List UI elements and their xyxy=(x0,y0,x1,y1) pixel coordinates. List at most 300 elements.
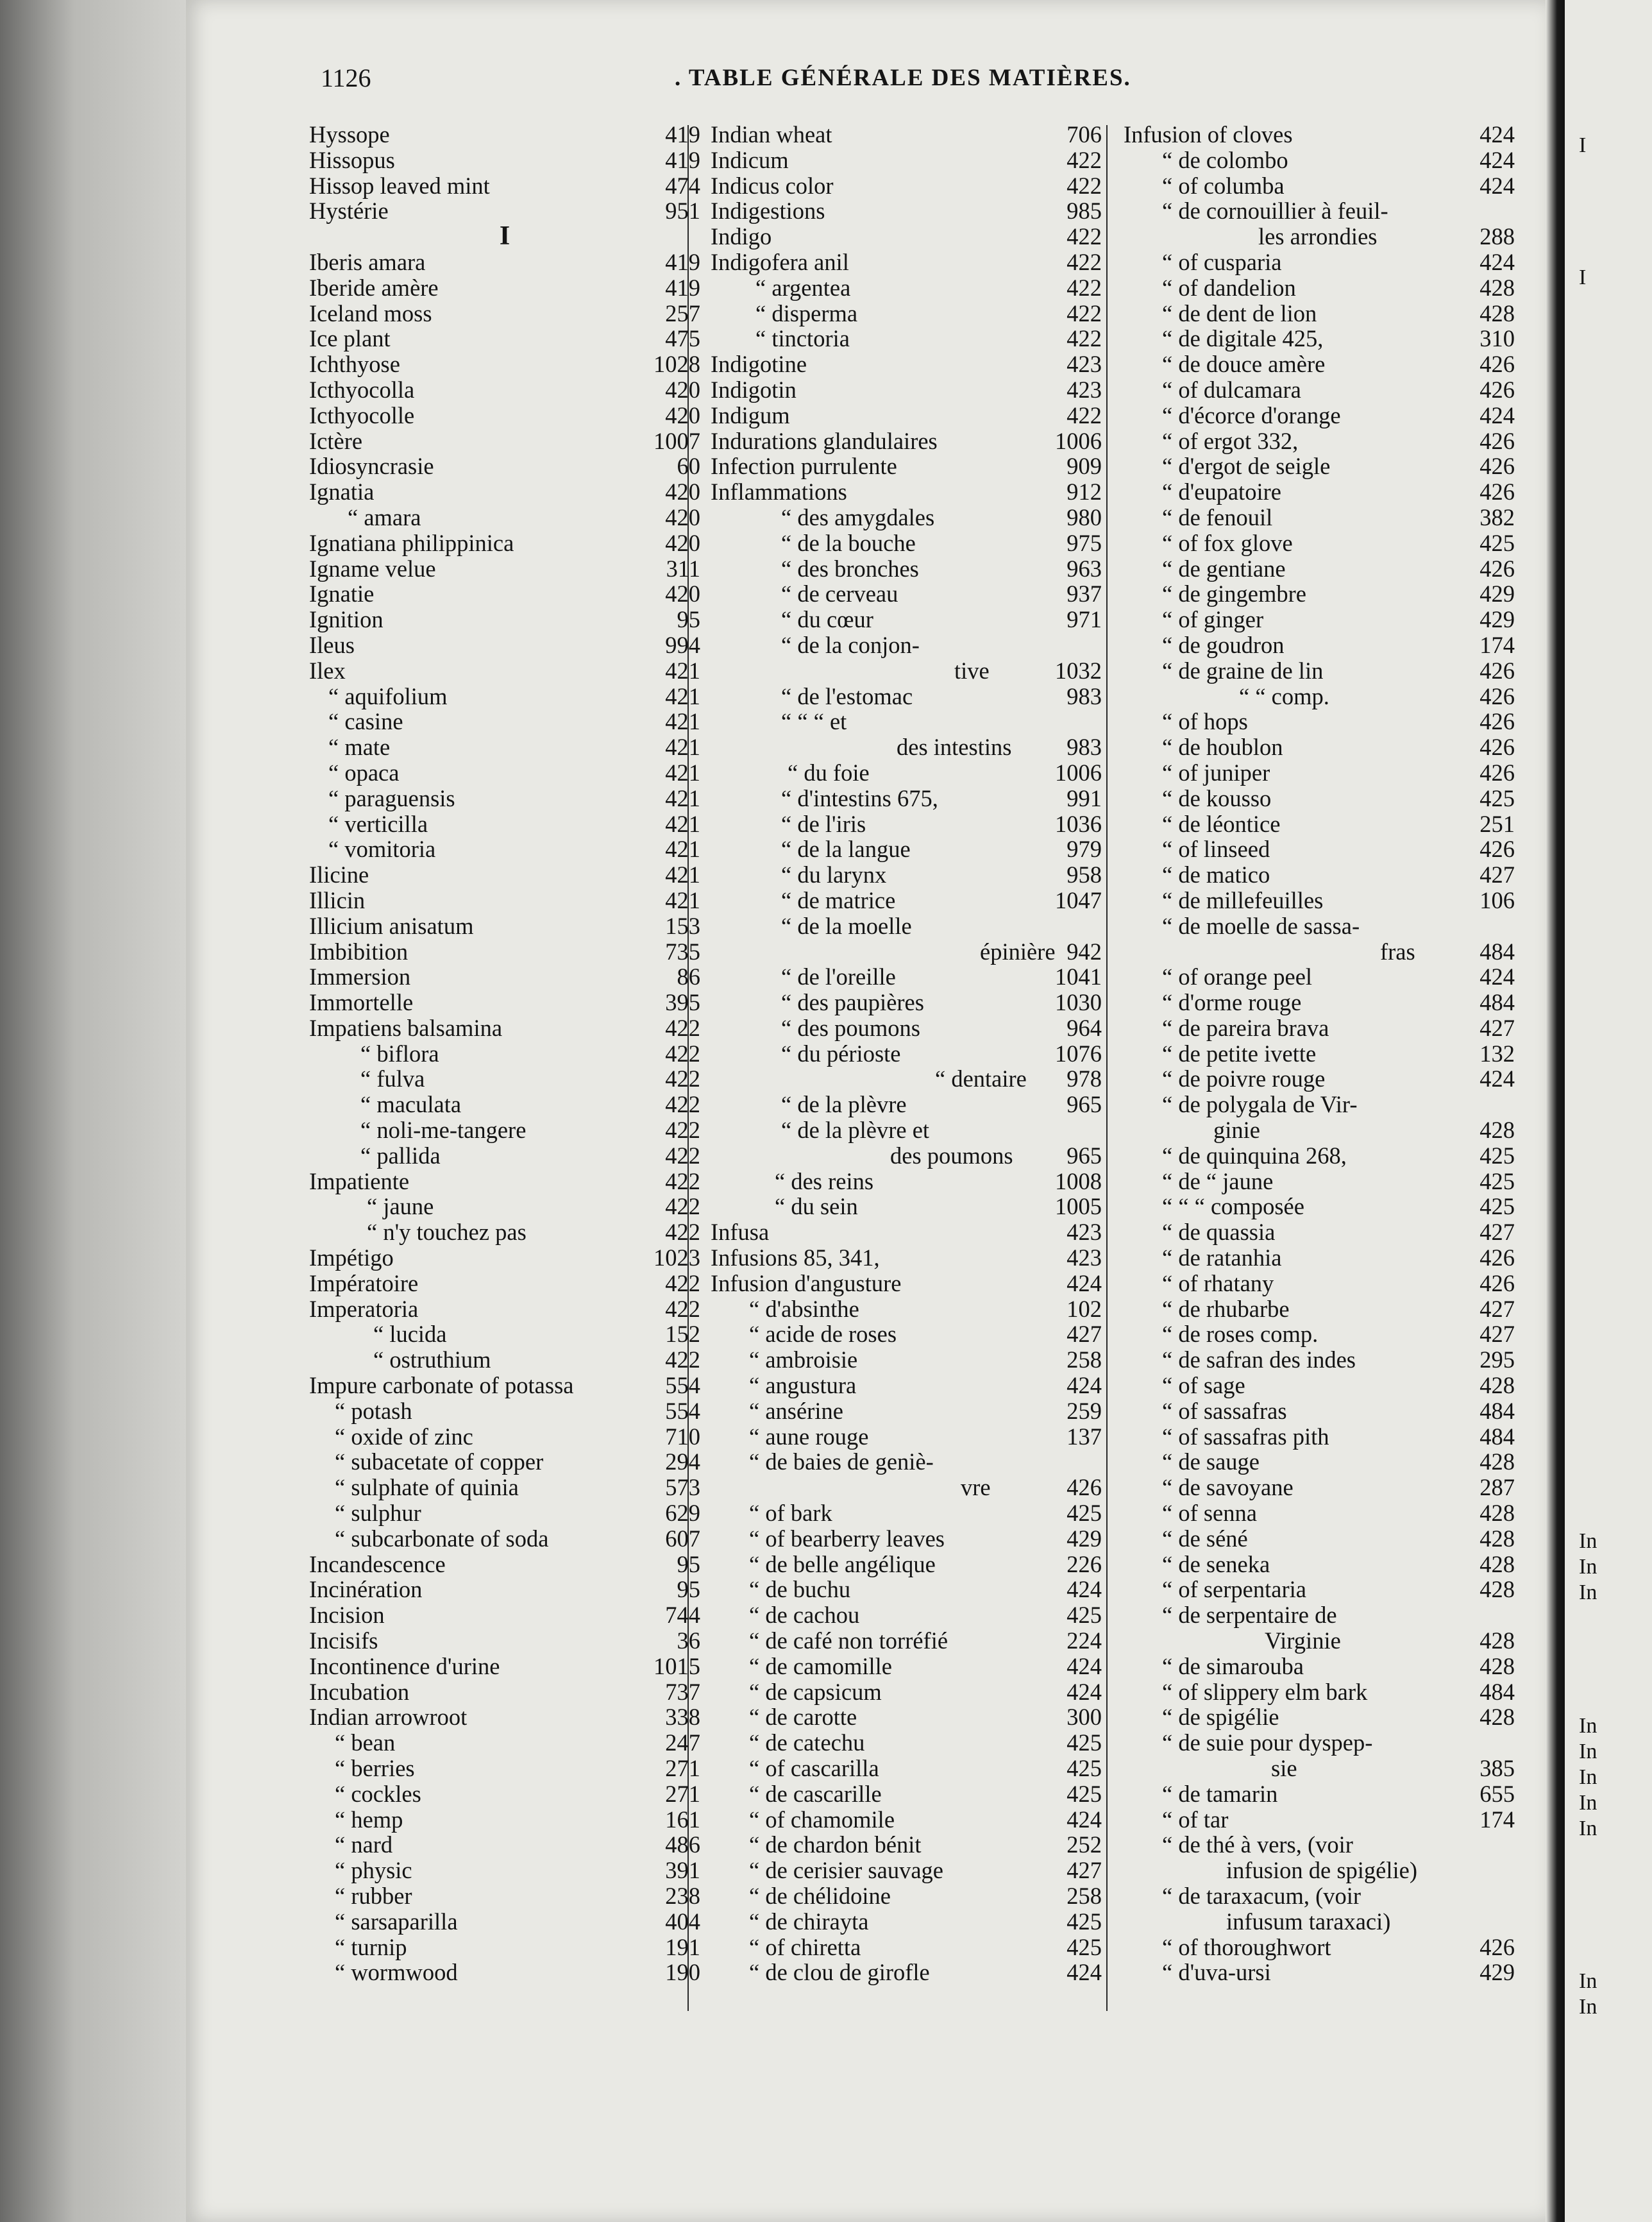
index-entry xyxy=(711,1909,1102,1935)
entry-page-number: 419 xyxy=(665,248,700,275)
index-entry xyxy=(309,250,700,275)
entry-term: “ opaca xyxy=(328,759,400,786)
entry-page-number: 428 xyxy=(1479,1704,1515,1731)
index-entry xyxy=(309,862,700,888)
index-entry xyxy=(309,964,700,990)
index-entry xyxy=(711,1143,1102,1169)
index-entry xyxy=(309,1781,700,1807)
entry-page-number: 295 xyxy=(1479,1346,1515,1373)
entry-page-number: 425 xyxy=(1066,1908,1102,1935)
entry-term: “ of cusparia xyxy=(1162,248,1282,275)
entry-page-number: 422 xyxy=(665,1346,700,1373)
entry-page-number: 424 xyxy=(1066,1372,1102,1399)
entry-page-number: 258 xyxy=(1066,1346,1102,1373)
adjacent-fragment: In xyxy=(1579,1969,1597,1993)
entry-term: Impétigo xyxy=(309,1244,394,1271)
entry-term: “ paraguensis xyxy=(328,784,455,811)
entry-term: Indigofera anil xyxy=(711,248,849,275)
adjacent-fragment: In xyxy=(1579,1740,1597,1763)
entry-term: “ de dent de lion xyxy=(1162,300,1317,327)
entry-term: “ de cerveau xyxy=(781,581,898,607)
entry-term: “ cockles xyxy=(335,1780,421,1807)
entry-term: “ n'y touchez pas xyxy=(367,1219,527,1246)
index-entry xyxy=(1124,1449,1515,1475)
index-entry xyxy=(1124,836,1515,862)
entry-term: Iberis amara xyxy=(309,248,426,275)
index-entry xyxy=(309,1194,700,1219)
index-entry xyxy=(711,1194,1102,1219)
index-entry xyxy=(711,734,1102,760)
entry-term: “ “ “ et xyxy=(781,708,847,735)
entry-term: Igname velue xyxy=(309,555,436,582)
entry-page-number: 422 xyxy=(1066,172,1102,199)
entry-page-number: 422 xyxy=(665,1091,700,1118)
entry-page-number: 423 xyxy=(1066,351,1102,378)
entry-term: “ of linseed xyxy=(1162,836,1270,863)
entry-page-number: 1007 xyxy=(653,427,700,454)
entry-page-number: 174 xyxy=(1479,1806,1515,1833)
index-entry xyxy=(1124,684,1515,709)
index-entry xyxy=(711,403,1102,428)
index-entry xyxy=(711,1373,1102,1398)
entry-page-number: 428 xyxy=(1479,274,1515,301)
entry-page-number: 420 xyxy=(665,504,700,530)
entry-page-number: 251 xyxy=(1479,810,1515,837)
entry-page-number: 427 xyxy=(1479,861,1515,888)
entry-page-number: 1006 xyxy=(1055,427,1102,454)
entry-term: “ d'uva-ursi xyxy=(1162,1959,1271,1986)
index-entry xyxy=(309,275,700,301)
entry-term: “ disperma xyxy=(755,300,858,327)
index-entry xyxy=(711,1628,1102,1654)
entry-term: “ d'intestins 675, xyxy=(781,784,938,811)
entry-term: “ de la bouche xyxy=(781,529,916,556)
entry-term: “ de petite ivette xyxy=(1162,1040,1317,1067)
entry-term: Hissop leaved mint xyxy=(309,172,490,199)
entry-term: “ berries xyxy=(335,1755,415,1781)
index-entry xyxy=(1124,734,1515,760)
index-entry xyxy=(1124,556,1515,582)
entry-page-number: 422 xyxy=(665,1193,700,1220)
entry-page-number: 152 xyxy=(665,1321,700,1348)
index-entry xyxy=(711,632,1102,658)
entry-term: “ de la plèvre xyxy=(781,1091,907,1118)
index-entry xyxy=(309,888,700,913)
index-entry xyxy=(1124,454,1515,479)
entry-term: “ of slippery elm bark xyxy=(1162,1678,1368,1705)
index-entry xyxy=(309,1373,700,1398)
index-entry xyxy=(1124,530,1515,556)
entry-page-number: 420 xyxy=(665,529,700,556)
entry-term: “ of tar xyxy=(1162,1806,1229,1833)
entry-page-number: 425 xyxy=(1066,1933,1102,1960)
entry-term: Indigotine xyxy=(711,351,807,378)
entry-page-number: 425 xyxy=(1066,1602,1102,1629)
index-entry xyxy=(309,1015,700,1041)
index-entry xyxy=(1124,1041,1515,1067)
entry-term: fras xyxy=(1380,938,1415,965)
index-entry xyxy=(309,1552,700,1577)
index-entry xyxy=(711,990,1102,1015)
index-entry xyxy=(711,1117,1102,1143)
entry-page-number: 424 xyxy=(1066,1576,1102,1603)
entry-term: Indian wheat xyxy=(711,121,832,148)
entry-term: “ du cœur xyxy=(781,606,873,633)
index-entry xyxy=(711,939,1102,965)
entry-term: “ vomitoria xyxy=(328,836,436,863)
entry-term: “ of columba xyxy=(1162,172,1285,199)
entry-page-number: 484 xyxy=(1479,1397,1515,1424)
adjacent-fragment: In xyxy=(1579,1714,1597,1738)
entry-term: “ fulva xyxy=(360,1065,425,1092)
entry-term: “ de la langue xyxy=(781,836,911,863)
index-entry xyxy=(1124,250,1515,275)
entry-page-number: 426 xyxy=(1479,657,1515,684)
entry-page-number: 424 xyxy=(1479,121,1515,148)
entry-term: “ de digitale 425, xyxy=(1162,325,1324,352)
entry-page-number: 424 xyxy=(1066,1678,1102,1705)
index-entry xyxy=(309,709,700,734)
index-entry xyxy=(309,1730,700,1756)
entry-page-number: 422 xyxy=(665,1295,700,1322)
page-number: 1126 xyxy=(321,64,371,92)
entry-page-number: 428 xyxy=(1479,300,1515,327)
entry-page-number: 421 xyxy=(665,759,700,786)
entry-term: “ oxide of zinc xyxy=(335,1423,473,1450)
index-entry xyxy=(1124,1066,1515,1092)
entry-term: Ileus xyxy=(309,631,355,658)
entry-term: “ de ratanhia xyxy=(1162,1244,1282,1271)
entry-page-number: 422 xyxy=(665,1065,700,1092)
entry-term: “ de colombo xyxy=(1162,146,1288,173)
index-entry xyxy=(1124,1552,1515,1577)
entry-term: “ d'ergot de seigle xyxy=(1162,453,1331,480)
entry-term: Infusion of cloves xyxy=(1124,121,1293,148)
entry-term: “ des poumons xyxy=(781,1014,920,1041)
entry-page-number: 958 xyxy=(1066,861,1102,888)
entry-page-number: 428 xyxy=(1479,1576,1515,1603)
running-title: . TABLE GÉNÉRALE DES MATIÈRES. xyxy=(675,65,1131,91)
entry-term: Illicin xyxy=(309,886,366,913)
entry-page-number: 424 xyxy=(1066,1806,1102,1833)
entry-term: “ de l'estomac xyxy=(781,683,913,709)
index-entry xyxy=(1124,786,1515,811)
entry-page-number: 937 xyxy=(1066,581,1102,607)
entry-term: “ of chiretta xyxy=(749,1933,861,1960)
index-entry xyxy=(711,428,1102,454)
entry-term: “ of dulcamara xyxy=(1162,376,1301,403)
index-entry xyxy=(711,1807,1102,1833)
entry-term: “ subcarbonate of soda xyxy=(335,1525,549,1552)
index-entry xyxy=(1124,1832,1515,1858)
index-entry xyxy=(1124,1475,1515,1500)
entry-term: “ de la moelle xyxy=(781,912,912,939)
index-entry xyxy=(309,1449,700,1475)
entry-term: “ casine xyxy=(328,708,403,735)
index-entry xyxy=(309,760,700,786)
index-entry xyxy=(309,811,700,837)
index-entry xyxy=(1124,709,1515,734)
entry-term: “ de savoyane xyxy=(1162,1474,1294,1501)
entry-term: “ hemp xyxy=(335,1806,403,1833)
entry-page-number: 258 xyxy=(1066,1882,1102,1909)
entry-term: “ de cerisier sauvage xyxy=(749,1857,943,1884)
index-entry xyxy=(711,1347,1102,1373)
index-entry xyxy=(711,1424,1102,1450)
index-entry xyxy=(1124,1271,1515,1296)
entry-page-number: 429 xyxy=(1479,581,1515,607)
entry-page-number: 422 xyxy=(1066,248,1102,275)
entry-term: “ de kousso xyxy=(1162,784,1272,811)
index-entry xyxy=(1124,1245,1515,1271)
index-entry xyxy=(1124,862,1515,888)
index-entry xyxy=(711,1858,1102,1883)
entry-page-number: 428 xyxy=(1479,1372,1515,1399)
entry-term: Hystérie xyxy=(309,198,389,225)
entry-page-number: 422 xyxy=(1066,274,1102,301)
entry-term: “ de quinquina 268, xyxy=(1162,1142,1347,1169)
index-entry xyxy=(711,1883,1102,1909)
entry-term: “ de sauge xyxy=(1162,1448,1260,1475)
index-entry xyxy=(711,1704,1102,1730)
adjacent-fragment: In xyxy=(1579,1765,1597,1789)
index-entry xyxy=(309,990,700,1015)
index-entry xyxy=(309,530,700,556)
entry-term: “ acide de roses xyxy=(749,1321,897,1348)
entry-page-number: 190 xyxy=(665,1959,700,1986)
index-column-2 xyxy=(711,122,1102,1985)
entry-term: “ de tamarin xyxy=(1162,1780,1278,1807)
entry-page-number: 422 xyxy=(1066,223,1102,250)
entry-term: “ amara xyxy=(348,504,421,530)
entry-page-number: 421 xyxy=(665,734,700,761)
entry-page-number: 484 xyxy=(1479,989,1515,1016)
index-entry xyxy=(1124,1781,1515,1807)
entry-term: Indicum xyxy=(711,146,789,173)
entry-term: “ de suie pour dyspep- xyxy=(1162,1729,1373,1756)
entry-page-number: 161 xyxy=(665,1806,700,1833)
index-entry xyxy=(309,1654,700,1679)
entry-term: “ sulphate of quinia xyxy=(335,1474,519,1501)
entry-page-number: 424 xyxy=(1066,1959,1102,1986)
entry-page-number: 422 xyxy=(665,1117,700,1144)
entry-term: “ d'écorce d'orange xyxy=(1162,402,1341,428)
entry-term: “ dentaire xyxy=(935,1065,1027,1092)
entry-page-number: 425 xyxy=(1066,1729,1102,1756)
index-entry xyxy=(711,1730,1102,1756)
entry-page-number: 385 xyxy=(1479,1755,1515,1781)
entry-page-number: 60 xyxy=(677,453,700,480)
entry-term: “ de séné xyxy=(1162,1525,1248,1552)
entry-page-number: 425 xyxy=(1066,1780,1102,1807)
entry-page-number: 288 xyxy=(1479,223,1515,250)
entry-term: “ subacetate of copper xyxy=(335,1448,544,1475)
entry-term: “ wormwood xyxy=(335,1959,458,1986)
entry-term: vre xyxy=(961,1474,991,1501)
entry-term: “ de matrice xyxy=(781,886,896,913)
entry-term: “ de fenouil xyxy=(1162,504,1273,530)
entry-term: Incisifs xyxy=(309,1627,378,1654)
index-entry xyxy=(309,684,700,709)
entry-term: Incontinence d'urine xyxy=(309,1652,500,1679)
index-entry xyxy=(711,122,1102,148)
entry-term: “ lucida xyxy=(373,1321,447,1348)
entry-term: “ de spigélie xyxy=(1162,1704,1279,1731)
entry-term: “ physic xyxy=(335,1857,412,1884)
entry-term: Virginie xyxy=(1265,1627,1341,1654)
entry-term: “ verticilla xyxy=(328,810,428,837)
entry-page-number: 426 xyxy=(1479,836,1515,863)
entry-page-number: 426 xyxy=(1066,1474,1102,1501)
entry-page-number: 338 xyxy=(665,1704,700,1731)
index-entry xyxy=(711,913,1102,939)
entry-term: “ d'eupatoire xyxy=(1162,479,1281,505)
entry-page-number: 310 xyxy=(1479,325,1515,352)
entry-term: “ aquifolium xyxy=(328,683,448,709)
entry-page-number: 427 xyxy=(1479,1014,1515,1041)
entry-page-number: 425 xyxy=(1066,1500,1102,1527)
index-entry xyxy=(711,658,1102,684)
entry-page-number: 426 xyxy=(1479,453,1515,480)
entry-term: “ of bearberry leaves xyxy=(749,1525,945,1552)
index-entry xyxy=(711,1296,1102,1322)
index-entry xyxy=(711,1398,1102,1424)
entry-term: “ of thoroughwort xyxy=(1162,1933,1331,1960)
heading-letter: I xyxy=(499,221,510,251)
entry-page-number: 419 xyxy=(665,146,700,173)
entry-term: “ de poivre rouge xyxy=(1162,1065,1326,1092)
entry-page-number: 427 xyxy=(1479,1219,1515,1246)
adjacent-fragment: In xyxy=(1579,1555,1597,1579)
entry-page-number: 421 xyxy=(665,836,700,863)
entry-page-number: 419 xyxy=(665,274,700,301)
entry-term: “ de serpentaire de xyxy=(1162,1602,1337,1629)
entry-page-number: 979 xyxy=(1066,836,1102,863)
entry-term: Immersion xyxy=(309,963,411,990)
entry-term: Infection purrulente xyxy=(711,453,897,480)
entry-term: “ de léontice xyxy=(1162,810,1281,837)
index-entry xyxy=(711,1245,1102,1271)
entry-term: “ noli-me-tangere xyxy=(360,1117,527,1144)
entry-page-number: 963 xyxy=(1066,555,1102,582)
entry-page-number: 391 xyxy=(665,1857,700,1884)
index-entry xyxy=(309,734,700,760)
entry-term: “ angustura xyxy=(749,1372,857,1399)
entry-term: des intestins xyxy=(897,734,1012,761)
index-entry xyxy=(1124,1602,1515,1628)
index-entry xyxy=(711,1092,1102,1117)
entry-term: “ of chamomile xyxy=(749,1806,895,1833)
index-entry xyxy=(711,1577,1102,1602)
entry-page-number: 994 xyxy=(665,631,700,658)
entry-page-number: 429 xyxy=(1479,606,1515,633)
entry-page-number: 1036 xyxy=(1055,810,1102,837)
entry-page-number: 424 xyxy=(1479,1065,1515,1092)
index-entry xyxy=(711,224,1102,250)
entry-page-number: 985 xyxy=(1066,198,1102,225)
entry-page-number: 422 xyxy=(1066,325,1102,352)
entry-term: “ de pareira brava xyxy=(1162,1014,1329,1041)
index-entry xyxy=(1124,1807,1515,1833)
index-entry xyxy=(309,632,700,658)
entry-page-number: 259 xyxy=(1066,1397,1102,1424)
index-entry xyxy=(309,479,700,505)
entry-term: Impératoire xyxy=(309,1269,419,1296)
entry-term: “ mate xyxy=(328,734,391,761)
entry-page-number: 980 xyxy=(1066,504,1102,530)
index-entry xyxy=(711,786,1102,811)
entry-term: Indian arrowroot xyxy=(309,1704,468,1731)
entry-page-number: 655 xyxy=(1479,1780,1515,1807)
entry-term: “ ambroisie xyxy=(749,1346,858,1373)
entry-term: Incubation xyxy=(309,1678,410,1705)
entry-term: “ pallida xyxy=(360,1142,441,1169)
index-entry xyxy=(711,581,1102,607)
index-entry xyxy=(1124,403,1515,428)
entry-term: Icthyocolla xyxy=(309,376,415,403)
entry-term: Inflammations xyxy=(711,479,847,505)
entry-term: “ de la conjon- xyxy=(781,631,920,658)
entry-page-number: 271 xyxy=(665,1755,700,1781)
index-entry xyxy=(1124,1015,1515,1041)
entry-term: Imperatoria xyxy=(309,1295,419,1322)
index-entry xyxy=(711,556,1102,582)
entry-term: “ of ginger xyxy=(1162,606,1264,633)
index-entry xyxy=(1124,1398,1515,1424)
entry-page-number: 426 xyxy=(1479,683,1515,709)
page-header xyxy=(321,63,1154,101)
index-entry xyxy=(1124,1577,1515,1602)
index-entry xyxy=(711,709,1102,734)
index-entry xyxy=(1124,1858,1515,1883)
entry-page-number: 422 xyxy=(665,1014,700,1041)
entry-page-number: 426 xyxy=(1479,427,1515,454)
index-entry xyxy=(1124,990,1515,1015)
index-entry xyxy=(711,505,1102,530)
index-entry xyxy=(309,198,700,224)
index-entry xyxy=(309,1092,700,1117)
entry-page-number: 106 xyxy=(1479,886,1515,913)
entry-page-number: 428 xyxy=(1479,1550,1515,1577)
index-entry xyxy=(711,1781,1102,1807)
entry-page-number: 424 xyxy=(1479,402,1515,428)
entry-term: “ de rhubarbe xyxy=(1162,1295,1290,1322)
entry-page-number: 912 xyxy=(1066,479,1102,505)
entry-term: Incision xyxy=(309,1602,385,1629)
entry-term: “ de “ jaune xyxy=(1162,1167,1274,1194)
entry-page-number: 420 xyxy=(665,479,700,505)
entry-page-number: 426 xyxy=(1479,376,1515,403)
index-entry xyxy=(309,1602,700,1628)
index-entry xyxy=(1124,1219,1515,1245)
entry-page-number: 424 xyxy=(1479,963,1515,990)
index-entry xyxy=(1124,658,1515,684)
entry-term: “ des reins xyxy=(775,1167,874,1194)
index-entry xyxy=(1124,377,1515,403)
entry-page-number: 1008 xyxy=(1055,1167,1102,1194)
entry-term: “ de chirayta xyxy=(749,1908,869,1935)
index-entry xyxy=(711,173,1102,199)
entry-term: “ biflora xyxy=(360,1040,439,1067)
entry-term: “ jaune xyxy=(367,1193,434,1220)
entry-term: “ de seneka xyxy=(1162,1550,1270,1577)
index-entry xyxy=(1124,1169,1515,1194)
entry-page-number: 287 xyxy=(1479,1474,1515,1501)
entry-page-number: 1023 xyxy=(653,1244,700,1271)
entry-page-number: 421 xyxy=(665,810,700,837)
entry-page-number: 427 xyxy=(1066,1857,1102,1884)
entry-term: “ de clou de girofle xyxy=(749,1959,930,1986)
